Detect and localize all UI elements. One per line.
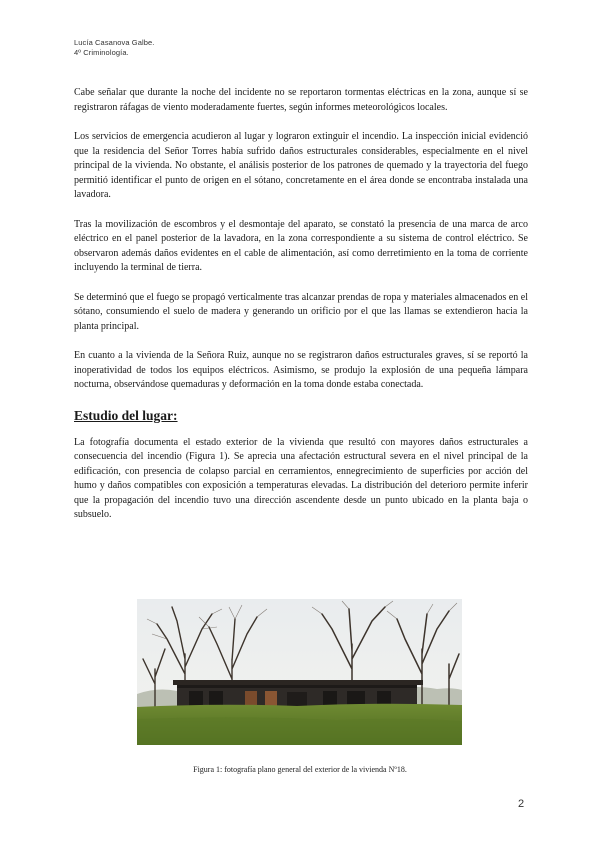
page-number: 2 (518, 798, 525, 810)
paragraph-arc-mark: Tras la movilización de escombros y el desmontaje del aparato, se constató la presencia de una marca de arco eléctrico en el panel posterior de la lavadora, en la zona correspondiente a su sistema de control eléctrico. Se observaron además daños evidentes en el cable de alimentación, así como derretimiento en la toma de corriente incluyendo la terminal de tierra. (74, 218, 528, 273)
figure-caption: Figura 1: fotografía plano general del exterior de la vivienda Nº18. (193, 765, 407, 774)
paragraph-fire-spread: Se determinó que el fuego se propagó verticalmente tras alcanzar prendas de ropa y materiales almacenados en el sótano, consumiendo el suelo de madera y generando un orificio por el que las llamas se extendieron hacia la planta principal. (74, 291, 528, 332)
house-exterior-photo (137, 599, 462, 745)
author-name: Lucía Casanova Galbe. (74, 38, 155, 47)
document-body (74, 86, 528, 538)
paragraph-ruiz-house: En cuanto a la vivienda de la Señora Ruiz, aunque no se registraron daños estructurales graves, sí se reportó la inoperatividad de todos los equipos eléctricos. Asimismo, se produjo la explosión de una pequeña lámpara nocturna, observándose quemaduras y deformación en la toma donde estaba conectada. (74, 350, 528, 390)
section-title: Estudio del lugar: (74, 407, 178, 423)
course-name: 4º Criminología. (74, 47, 129, 57)
paragraph-site-study: La fotografía documenta el estado exterior de la vivienda que resultó con mayores daños estructurales a consecuencia del incendio (Figura 1). Se aprecia una afectación estructural severa en el nivel principal de la edificación, con presencia de colapso parcial en cerramientos, ennegrecimiento de superficies por acción del humo y daños compatibles con exposición a temperaturas elevadas. La distribución del deterioro permite inferir que la propagación del incendio tuvo una dirección ascendente desde un punto ubicado en la planta baja o subsuelo. (74, 436, 528, 520)
paragraph-weather: Cabe señalar que durante la noche del incidente no se reportaron tormentas eléctricas en la zona, aunque sí se registraron ráfagas de viento moderadamente fuertes, según informes meteorológicos locales. (74, 87, 528, 113)
paragraph-emergency: Los servicios de emergencia acudieron al lugar y lograron extinguir el incendio. La inspección inicial evidenció que la residencia del Señor Torres había sufrido daños estructurales considerables, especialmente en el nivel principal de la vivienda. No obstante, el análisis posterior de los patrones de quemado y la trayectoria del fuego permitió identificar el punto de origen en el sótano, concretamente en el área donde se encontraba instalada una lavadora. (74, 131, 528, 200)
page-header (74, 38, 154, 57)
